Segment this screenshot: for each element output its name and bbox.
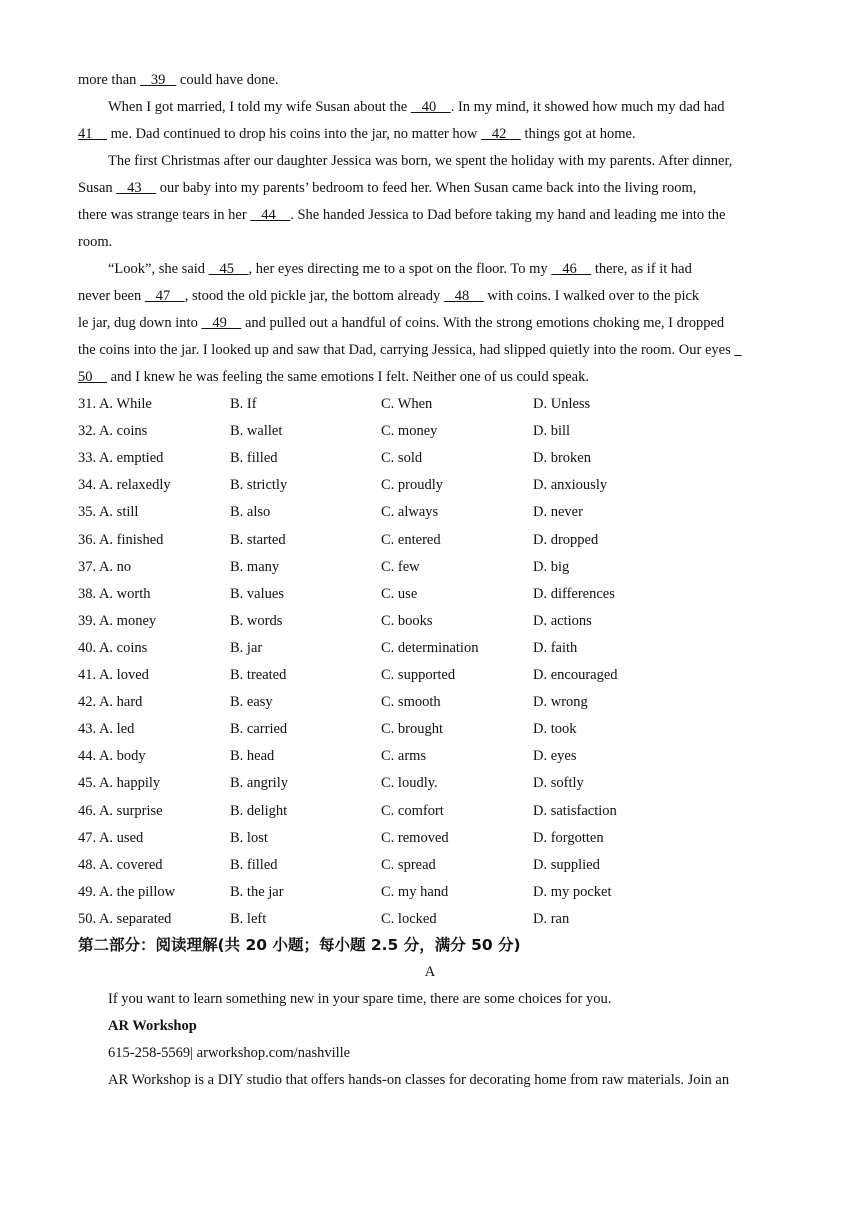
passage-line: The first Christmas after our daughter Jessica was born, we spent the holiday with my parents. After dinner,	[108, 153, 733, 169]
option-b: B. also	[230, 504, 271, 520]
option-a: 31. A. While	[78, 396, 152, 412]
option-d: D. wrong	[533, 694, 588, 710]
option-a: 49. A. the pillow	[78, 884, 176, 900]
text: with coins. I walked over to the pick	[483, 288, 700, 304]
option-c: C. entered	[381, 532, 441, 548]
option-d: D. forgotten	[533, 830, 604, 846]
passage-line	[108, 259, 692, 279]
blank-45: 45	[208, 261, 249, 277]
option-a: 39. A. money	[78, 613, 157, 629]
option-d: D. my pocket	[533, 884, 612, 900]
option-b: B. strictly	[230, 477, 288, 493]
passage-line	[78, 286, 699, 306]
option-a: 43. A. led	[78, 721, 135, 737]
passage-line	[78, 205, 726, 225]
option-a: 36. A. finished	[78, 532, 164, 548]
text: , her eyes directing me to a spot on the floor. To my	[248, 261, 552, 277]
option-b: B. wallet	[230, 423, 283, 439]
text: things got at home.	[520, 126, 636, 142]
option-b: B. carried	[230, 721, 288, 737]
passage-line	[78, 178, 696, 198]
intro-text: If you want to learn something new in your spare time, there are some choices for you.	[108, 991, 612, 1007]
option-c: C. always	[381, 504, 439, 520]
text: never been	[78, 288, 145, 304]
option-b: B. lost	[230, 830, 268, 846]
blank-42: 42	[480, 126, 521, 142]
part-label: A	[424, 964, 436, 980]
option-d: D. big	[533, 559, 570, 575]
blank-48: 48	[443, 288, 484, 304]
option-c: C. removed	[381, 830, 449, 846]
option-d: D. Unless	[533, 396, 591, 412]
option-a: 38. A. worth	[78, 586, 151, 602]
option-d: D. dropped	[533, 532, 599, 548]
option-b: B. head	[230, 748, 275, 764]
option-d: D. actions	[533, 613, 592, 629]
option-c: C. use	[381, 586, 418, 602]
workshop-heading: AR Workshop	[108, 1018, 197, 1034]
option-d: D. satisfaction	[533, 803, 617, 819]
option-b: B. treated	[230, 667, 287, 683]
text: our baby into my parents’ bedroom to feed her. When Susan came back into the living room,	[156, 180, 697, 196]
text: When I got married, I told my wife Susan about the	[108, 99, 411, 115]
option-a: 50. A. separated	[78, 911, 172, 927]
option-b: B. words	[230, 613, 283, 629]
passage-line	[78, 70, 279, 90]
option-c: C. When	[381, 396, 433, 412]
option-d: D. eyes	[533, 748, 577, 764]
workshop-contact: 615-258-5569| arworkshop.com/nashville	[108, 1045, 351, 1061]
blank-44: 44	[250, 207, 291, 223]
option-c: C. my hand	[381, 884, 449, 900]
option-b: B. jar	[230, 640, 263, 656]
option-a: 42. A. hard	[78, 694, 143, 710]
text: the coins into the jar. I looked up and saw that Dad, carrying Jessica, had slipped quietly into the room. Our eyes	[78, 342, 735, 358]
option-a: 41. A. loved	[78, 667, 149, 683]
option-b: B. angrily	[230, 775, 288, 791]
text: there was strange tears in her	[78, 207, 251, 223]
option-d: D. encouraged	[533, 667, 618, 683]
text: le jar, dug down into	[78, 315, 202, 331]
blank-49: 49	[201, 315, 242, 331]
blank-39: 39	[140, 72, 177, 88]
text: “Look”, she said	[108, 261, 209, 277]
option-d: D. ran	[533, 911, 570, 927]
option-b: B. left	[230, 911, 267, 927]
option-a: 45. A. happily	[78, 775, 161, 791]
option-d: D. differences	[533, 586, 615, 602]
option-a: 33. A. emptied	[78, 450, 164, 466]
option-a: 48. A. covered	[78, 857, 163, 873]
option-c: C. arms	[381, 748, 427, 764]
option-c: C. comfort	[381, 803, 444, 819]
passage-line	[108, 97, 725, 117]
option-b: B. values	[230, 586, 284, 602]
passage-line	[78, 367, 589, 387]
text: and pulled out a handful of coins. With the strong emotions choking me, I dropped	[241, 315, 725, 331]
option-c: C. money	[381, 423, 438, 439]
passage-line	[78, 313, 724, 333]
option-d: D. supplied	[533, 857, 600, 873]
option-a: 44. A. body	[78, 748, 146, 764]
text: me. Dad continued to drop his coins into the jar, no matter how	[107, 126, 481, 142]
option-a: 47. A. used	[78, 830, 144, 846]
option-c: C. smooth	[381, 694, 441, 710]
option-c: C. supported	[381, 667, 456, 683]
blank-41: 41	[78, 126, 107, 142]
workshop-description: AR Workshop is a DIY studio that offers hands-on classes for decorating home from raw materials. Join an	[108, 1072, 730, 1088]
section-title: 第二部分：阅读理解(共 20 小题；每小题 2.5 分，满分 50 分)	[78, 936, 521, 954]
option-a: 40. A. coins	[78, 640, 148, 656]
blank-43: 43	[116, 180, 157, 196]
text: could have done.	[176, 72, 279, 88]
option-b: B. delight	[230, 803, 288, 819]
option-d: D. softly	[533, 775, 584, 791]
option-c: C. few	[381, 559, 420, 575]
option-d: D. faith	[533, 640, 578, 656]
blank-50-start	[734, 342, 741, 358]
text: . In my mind, it showed how much my dad had	[450, 99, 725, 115]
blank-40: 40	[410, 99, 451, 115]
option-c: C. determination	[381, 640, 479, 656]
option-c: C. spread	[381, 857, 436, 873]
option-a: 34. A. relaxedly	[78, 477, 171, 493]
option-b: B. filled	[230, 857, 278, 873]
option-a: 37. A. no	[78, 559, 132, 575]
passage-line	[78, 124, 636, 144]
option-d: D. anxiously	[533, 477, 608, 493]
option-c: C. books	[381, 613, 433, 629]
option-c: C. proudly	[381, 477, 444, 493]
passage-line: room.	[78, 234, 113, 250]
option-d: D. bill	[533, 423, 571, 439]
option-c: C. sold	[381, 450, 423, 466]
option-d: D. took	[533, 721, 577, 737]
text: , stood the old pickle jar, the bottom already	[184, 288, 444, 304]
option-c: C. loudly.	[381, 775, 438, 791]
text: . She handed Jessica to Dad before taking my hand and leading me into the	[290, 207, 726, 223]
option-d: D. never	[533, 504, 583, 520]
option-b: B. If	[230, 396, 257, 412]
option-a: 46. A. surprise	[78, 803, 163, 819]
text: there, as if it had	[591, 261, 692, 277]
blank-50: 50	[78, 369, 107, 385]
passage-line	[78, 340, 742, 360]
option-b: B. the jar	[230, 884, 284, 900]
option-d: D. broken	[533, 450, 591, 466]
option-b: B. easy	[230, 694, 273, 710]
option-b: B. filled	[230, 450, 278, 466]
option-c: C. locked	[381, 911, 437, 927]
text: Susan	[78, 180, 117, 196]
option-b: B. many	[230, 559, 280, 575]
blank-46: 46	[551, 261, 592, 277]
blank-47: 47	[144, 288, 185, 304]
text: more than	[78, 72, 141, 88]
option-a: 35. A. still	[78, 504, 139, 520]
option-c: C. brought	[381, 721, 444, 737]
option-a: 32. A. coins	[78, 423, 148, 439]
text: and I knew he was feeling the same emotions I felt. Neither one of us could speak.	[107, 369, 589, 385]
option-b: B. started	[230, 532, 286, 548]
